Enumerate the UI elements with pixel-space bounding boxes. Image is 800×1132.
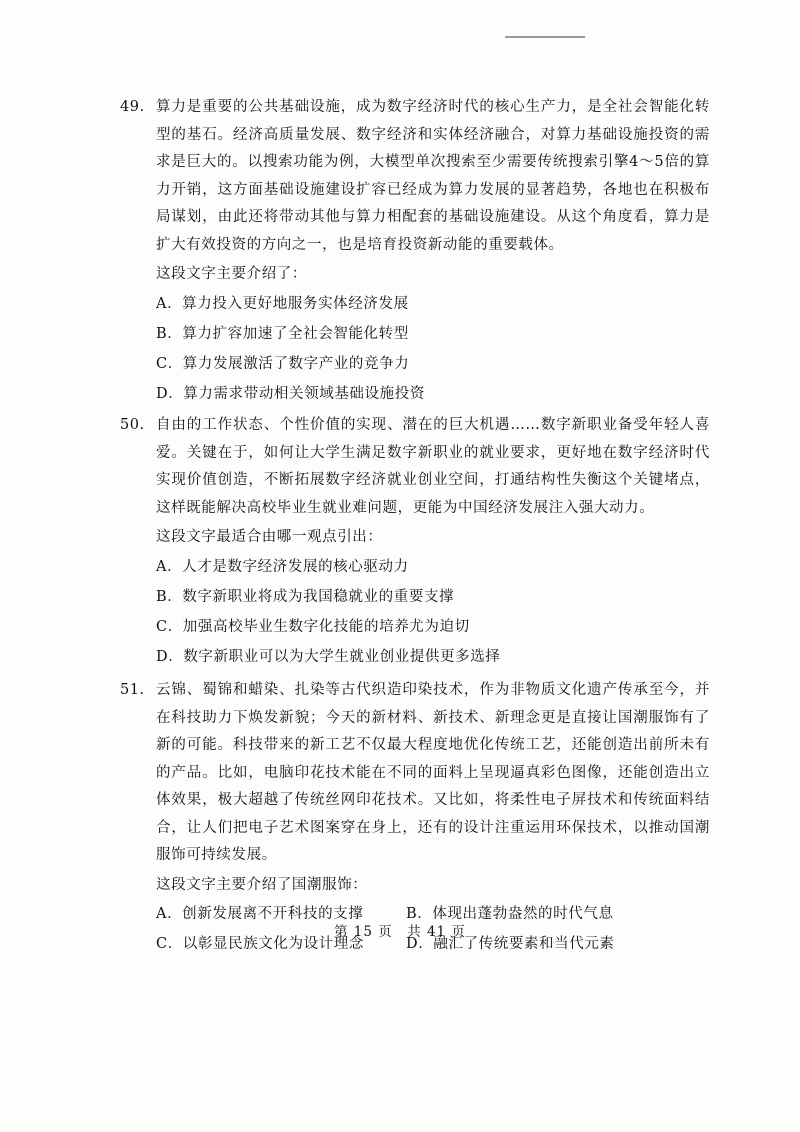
scan-artifact-line xyxy=(505,36,585,38)
page-footer: 第 15 页 共 41 页 xyxy=(333,924,467,940)
question-number: 49. xyxy=(120,99,145,115)
option-a[interactable]: A．算力投入更好地服务实体经济发展 xyxy=(156,295,409,312)
question-body: 云锦、蜀锦和蜡染、扎染等古代织造印染技术，作为非物质文化遗产传承至今，并在科技助力下焕发新貌；今天的新材料、新技术、新理念更是直接让国潮服饰有了新的可能。科技带来的新工艺不仅最大程度地优化传统工艺，还能创造出前所未有的产品。比如，电脑印花技术能在不同的面料上呈现逼真彩色图像，还能创造出立体效果，极大超越了传统丝网印花技术。又比如，将柔性电子屏技术和传统面料结合，让人们把电子艺术图案穿在身上，还有的设计注重运用环保技术，以推动国潮服饰可持续发展。 xyxy=(156,682,710,863)
question-prompt: 这段文字最适合由哪一观点引出： xyxy=(156,529,383,545)
question-body: 自由的工作状态、个性价值的实现、潜在的巨大机遇……数字新职业备受年轻人喜爱。关键在于，如何让大学生满足数字新职业的就业要求，更好地在数字经济时代实现价值创造，不断拓展数字经济就业创业空间，打通结构性失衡这个关键堵点，这样既能解决高校毕业生就业难问题，更能为中国经济发展注入强大动力。 xyxy=(156,417,710,516)
question-prompt: 这段文字主要介绍了： xyxy=(156,266,307,282)
option-list xyxy=(156,552,710,672)
option-a[interactable]: A．人才是数字经济发展的核心驱动力 xyxy=(156,558,409,575)
option-b[interactable]: B．算力扩容加速了全社会智能化转型 xyxy=(156,325,409,342)
option-c[interactable]: C．加强高校毕业生数字化技能的培养尤为迫切 xyxy=(156,618,470,635)
option-list xyxy=(156,289,710,409)
option-d[interactable]: D．算力需求带动相关领域基础设施投资 xyxy=(156,385,425,402)
question-list xyxy=(120,94,710,959)
question-number: 51. xyxy=(120,682,145,698)
option-b[interactable]: B．体现出蓬勃盎然的时代气息 xyxy=(406,906,614,922)
question-50 xyxy=(120,412,710,677)
question-number: 50. xyxy=(120,417,145,433)
option-d[interactable]: D．融汇了传统要素和当代元素 xyxy=(406,936,615,952)
option-b[interactable]: B．数字新职业将成为我国稳就业的重要支撑 xyxy=(156,588,455,605)
question-prompt: 这段文字主要介绍了国潮服饰： xyxy=(156,876,368,893)
option-d[interactable]: D．数字新职业可以为大学生就业创业提供更多选择 xyxy=(156,648,501,665)
question-49 xyxy=(120,94,710,412)
option-c[interactable]: C．以彰显民族文化为设计理念 xyxy=(156,936,364,952)
question-body: 算力是重要的公共基础设施，成为数字经济时代的核心生产力，是全社会智能化转型的基石。经济高质量发展、数字经济和实体经济融合，对算力基础设施投资的需求是巨大的。以搜索功能为例，大模型单次搜索至少需要传统搜索引擎4～5倍的算力开销，这方面基础设施建设扩容已经成为算力发展的显著趋势，各地也在积极布局谋划，由此还将带动其他与算力相配套的基础设施建设。从这个角度看，算力是扩大有效投资的方向之一，也是培育投资新动能的重要载体。 xyxy=(156,99,710,253)
option-c[interactable]: C．算力发展激活了数字产业的竞争力 xyxy=(156,355,410,372)
question-51 xyxy=(120,677,710,959)
option-a[interactable]: A．创新发展离不开科技的支撑 xyxy=(156,906,364,922)
